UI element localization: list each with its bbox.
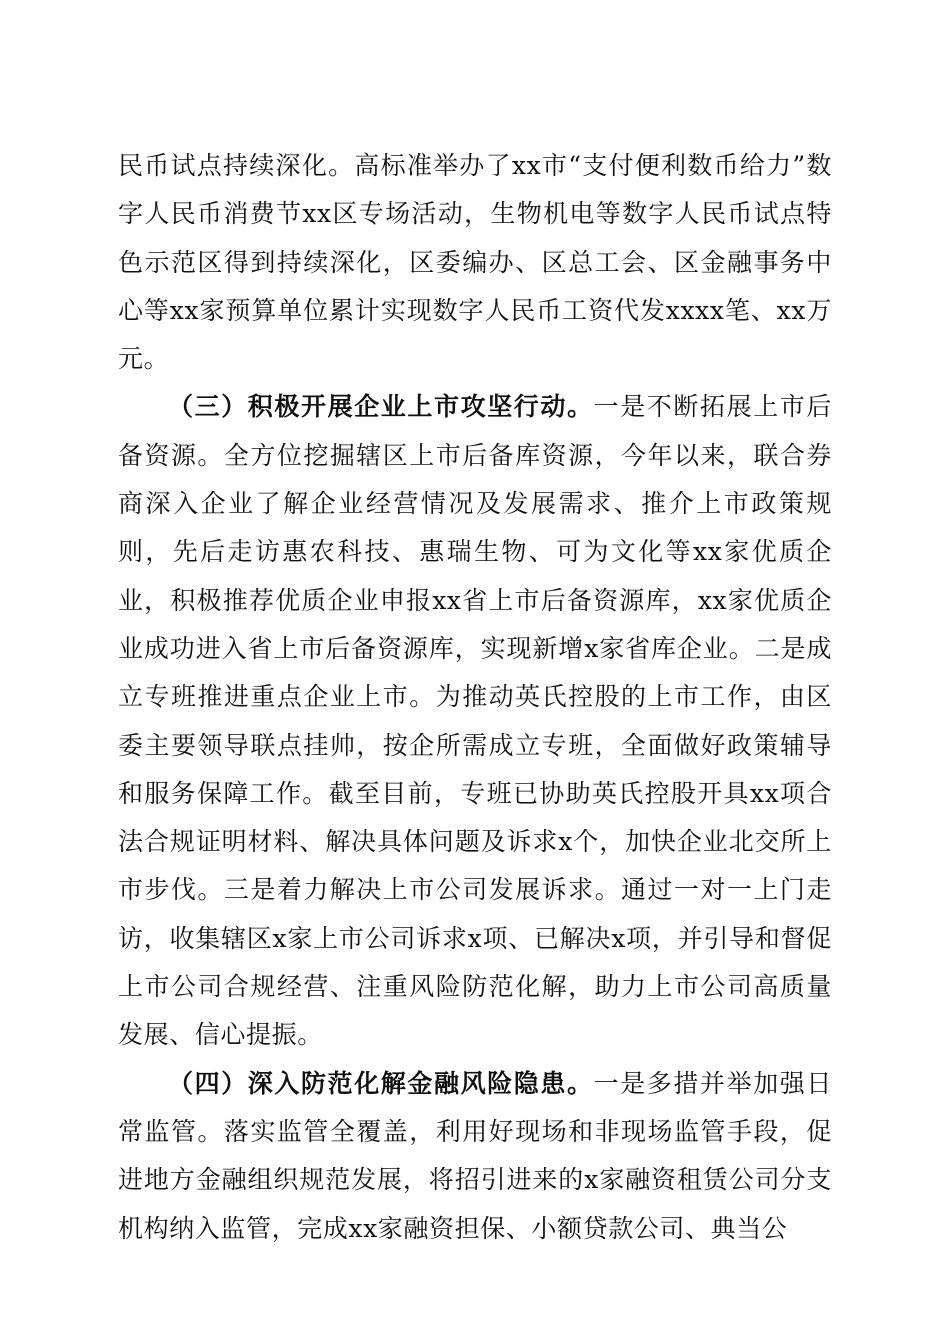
paragraph-text: 一是不断拓展上市后备资源。全方位挖掘辖区上市后备库资源，今年以来，联合券商深入企业了解企业经营情况及发展需求、推介上市政策规则，先后走访惠农科技、惠瑞生物、可为文化等xx家优质企业，积极推荐优质企业申报xx省上市后备资源库，xx家优质企业成功进入省上市后备资源库，实现新增x家省库企业。二是成立专班推进重点企业上市。为推动英氏控股的上市工作，由区委主要领导联点挂帅，按企所需成立专班，全面做好政策辅导和服务保障工作。截至目前，专班已协助英氏控股开具xx项合法合规证明材料、解决具体问题及诉求x个，加快企业北交所上市步伐。三是着力解决上市公司发展诉求。通过一对一上门走访，收集辖区x家上市公司诉求x项、已解决x项，并引导和督促上市公司合规经营、注重风险防范化解，助力上市公司高质量发展、信心提振。 — [118, 392, 832, 1050]
paragraph-section-three — [118, 383, 832, 1059]
document-body — [118, 142, 832, 1253]
paragraph-continuation — [118, 142, 832, 383]
paragraph-section-four — [118, 1060, 832, 1253]
section-heading-four: （四）深入防范化解金融风险隐患。 — [168, 1068, 594, 1098]
paragraph-text: 一是多措并举加强日常监管。落实监管全覆盖，利用好现场和非现场监管手段，促进地方金融组织规范发展，将招引进来的x家融资租赁公司分支机构纳入监管，完成xx家融资担保、小额贷款公司、典当公 — [118, 1068, 832, 1243]
section-heading-three: （三）积极开展企业上市攻坚行动。 — [168, 392, 594, 422]
paragraph-text: 民币试点持续深化。高标准举办了xx市“支付便利数币给力”数字人民币消费节xx区专场活动，生物机电等数字人民币试点特色示范区得到持续深化，区委编办、区总工会、区金融事务中心等xx家预算单位累计实现数字人民币工资代发xxxx笔、xx万元。 — [118, 151, 832, 374]
